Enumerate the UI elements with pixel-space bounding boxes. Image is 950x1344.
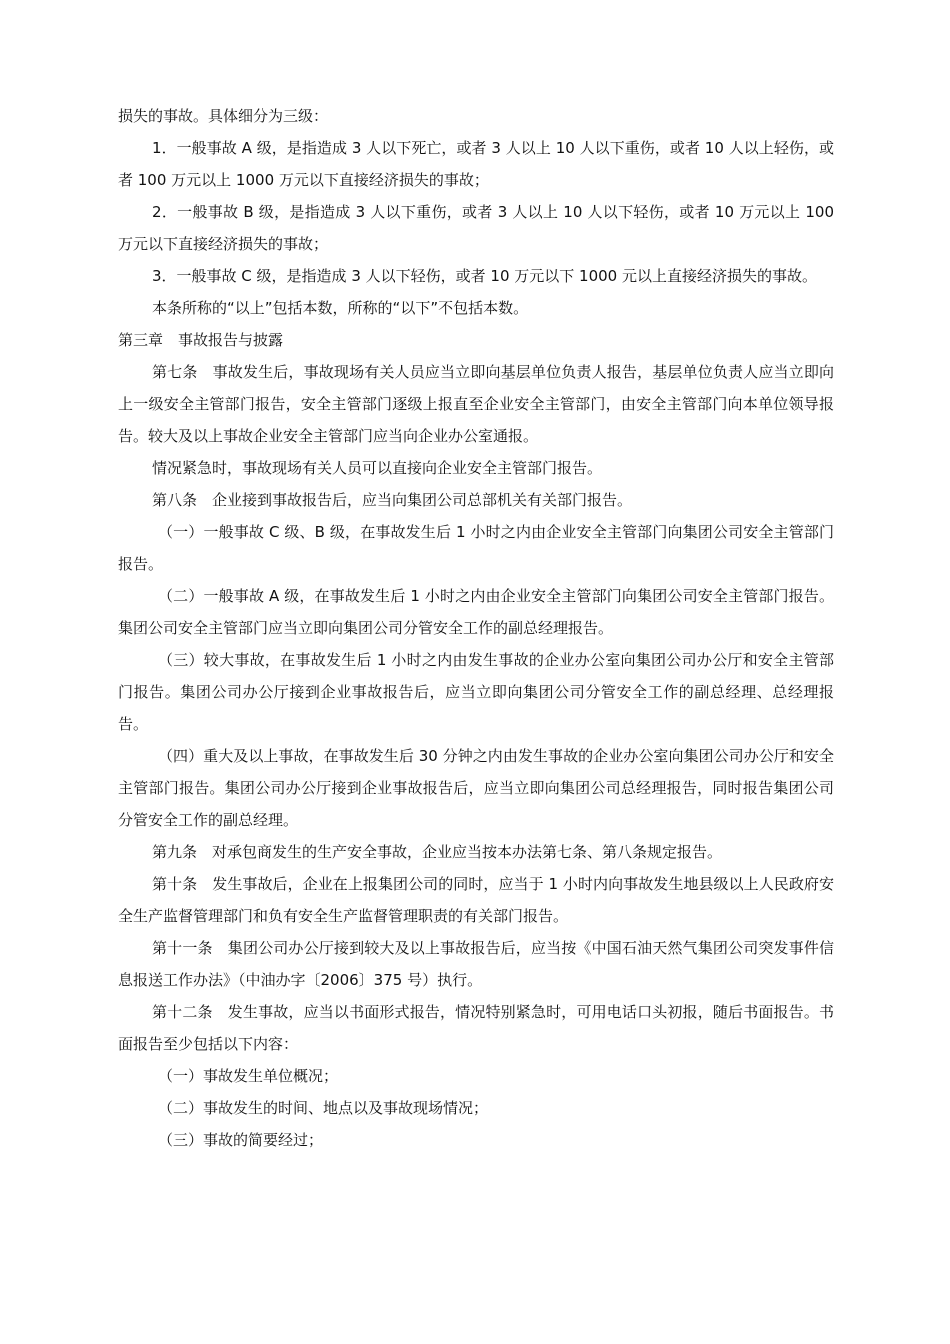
article-8-item-3: （三）较大事故，在事故发生后 1 小时之内由发生事故的企业办公室向集团公司办公厅和安全主管部门报告。集团公司办公厅接到企业事故报告后，应当立即向集团公司分管安全工作的副总经理、总经理报告。 [118,651,834,733]
article-7: 第七条 事故发生后，事故现场有关人员应当立即向基层单位负责人报告，基层单位负责人应当立即向上一级安全主管部门报告，安全主管部门逐级上报直至企业安全主管部门，由安全主管部门向本单位领导报告。较大及以上事故企业安全主管部门应当向企业办公室通报。 [118,363,834,445]
article-8-item-2: （二）一般事故 A 级，在事故发生后 1 小时之内由企业安全主管部门向集团公司安全主管部门报告。集团公司安全主管部门应当立即向集团公司分管安全工作的副总经理报告。 [118,587,834,637]
paragraph-emergency-report: 情况紧急时，事故现场有关人员可以直接向企业安全主管部门报告。 [152,459,603,477]
document-body [118,100,834,1156]
article-8-item-4: （四）重大及以上事故，在事故发生后 30 分钟之内由发生事故的企业办公室向集团公司办公厅和安全主管部门报告。集团公司办公厅接到企业事故报告后，应当立即向集团公司总经理报告，同时报告集团公司分管安全工作的副总经理。 [118,747,834,829]
paragraph-definition-note: 本条所称的“以上”包括本数，所称的“以下”不包括本数。 [152,299,529,317]
paragraph-class-a: 1．一般事故 A 级，是指造成 3 人以下死亡，或者 3 人以上 10 人以下重伤，或者 10 人以上轻伤，或者 100 万元以上 1000 万元以下直接经济损失的事故； [118,139,834,189]
article-9: 第九条 对承包商发生的生产安全事故，企业应当按本办法第七条、第八条规定报告。 [152,843,723,861]
article-10: 第十条 发生事故后，企业在上报集团公司的同时，应当于 1 小时内向事故发生地县级以上人民政府安全生产监督管理部门和负有安全生产监督管理职责的有关部门报告。 [118,875,834,925]
article-11: 第十一条 集团公司办公厅接到较大及以上事故报告后，应当按《中国石油天然气集团公司突发事件信息报送工作办法》（中油办字〔2006〕375 号）执行。 [118,939,834,989]
paragraph-class-c: 3．一般事故 C 级，是指造成 3 人以下轻伤，或者 10 万元以下 1000 元以上直接经济损失的事故。 [152,267,817,285]
paragraph-class-b: 2．一般事故 B 级，是指造成 3 人以下重伤，或者 3 人以上 10 人以下轻伤，或者 10 万元以上 100 万元以下直接经济损失的事故； [118,203,834,253]
article-12-item-2: （二）事故发生的时间、地点以及事故现场情况； [158,1099,489,1117]
article-12-item-3: （三）事故的简要经过； [158,1131,324,1149]
paragraph-loss-continuation: 损失的事故。具体细分为三级： [118,107,329,125]
article-12-item-1: （一）事故发生单位概况； [158,1067,339,1085]
article-12: 第十二条 发生事故，应当以书面形式报告，情况特别紧急时，可用电话口头初报，随后书面报告。书面报告至少包括以下内容： [118,1003,834,1053]
article-8-item-1: （一）一般事故 C 级、B 级，在事故发生后 1 小时之内由企业安全主管部门向集团公司安全主管部门报告。 [118,523,834,573]
chapter-heading-3: 第三章 事故报告与披露 [118,331,284,349]
article-8: 第八条 企业接到事故报告后，应当向集团公司总部机关有关部门报告。 [152,491,633,509]
